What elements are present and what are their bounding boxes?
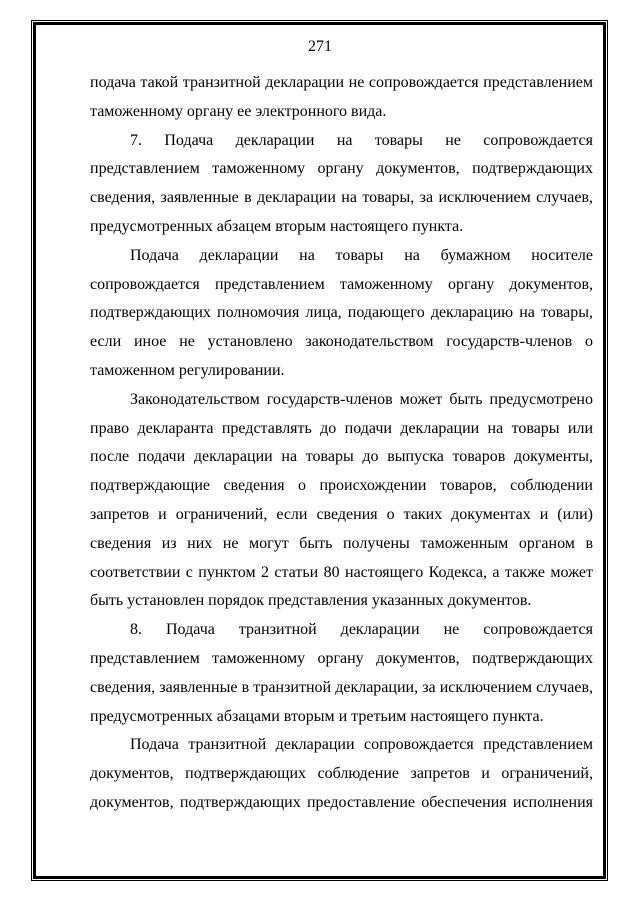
paragraph-continuation: подача такой транзитной декларации не сопровождается представлением таможенному органу ее электронного вида. — [90, 74, 593, 120]
document-body — [90, 69, 593, 818]
paragraph-item-7: 7. Подача декларации на товары не сопровождается представлением таможенному органу документов, подтверждающих сведения, заявленные в декларации на товары, за исключением случаев, предусмотренных абзацем вторым настоящего пункта. — [90, 131, 593, 235]
paragraph-item-8: 8. Подача транзитной декларации не сопровождается представлением таможенному органу документов, подтверждающих сведения, заявленные в транзитной декларации, за исключением случаев, предусмотренных абзацами вторым и третьим настоящего пункта. — [90, 621, 593, 725]
paragraph-paper-declaration: Подача декларации на товары на бумажном носителе сопровождается представлением таможенному органу документов, подтверждающих полномочия лица, подающего декларацию на товары, если иное не установлено законодательством государств-членов о таможенном регулировании. — [90, 246, 593, 379]
paragraph-legislation: Законодательством государств-членов может быть предусмотрено право декларанта представлять до подачи декларации на товары или после подачи декларации на товары до выпуска товаров документы, подтверждающие сведения о происхождении товаров, соблюдении запретов и ограничений, если сведения о таких документах и (или) сведения из них не могут быть получены таможенным органом в соответствии с пунктом 2 статьи 80 настоящего Кодекса, а также может быть установлен порядок представления указанных документов. — [90, 390, 593, 610]
page-number: 271 — [308, 38, 332, 55]
paragraph-transit-declaration: Подача транзитной декларации сопровождается представлением документов, подтверждающих соблюдение запретов и ограничений, документов, подтверждающих предоставление обеспечения исполнения — [90, 736, 593, 811]
